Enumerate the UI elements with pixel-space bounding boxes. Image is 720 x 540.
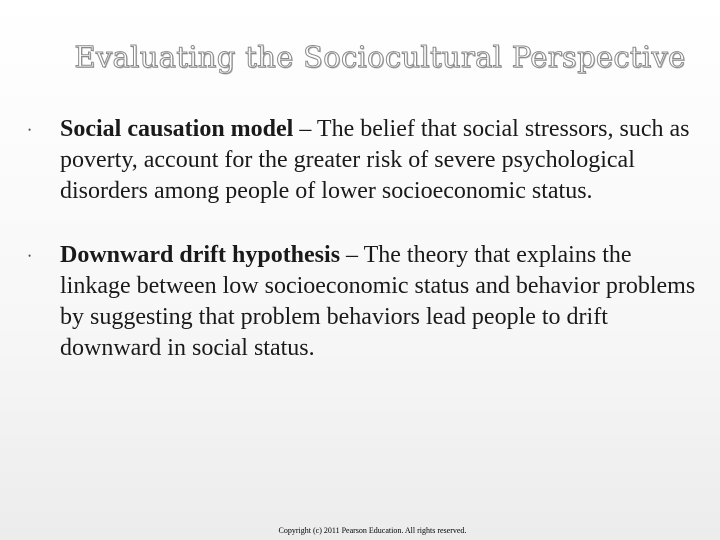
bullet-term: Downward drift hypothesis [60,241,341,268]
copyright-footer: Copyright (c) 2011 Pearson Education. All rights reserved. [278,526,467,535]
bullet-text: – The belief that social stressors, such as poverty, account for the greater risk of severe psychological disorders among people of lower socioeconomic status. [60,116,690,205]
bullet-term: Social causation model [60,116,294,142]
bullet-list [28,114,708,364]
bullet-item-downward-drift [28,240,708,365]
bullet-marker-icon: • [28,250,32,261]
bullet-item-social-causation [28,114,708,208]
bullet-marker-icon: • [28,125,32,135]
slide-title: Evaluating the Sociocultural Perspective [74,40,686,74]
bullet-text: – The theory that explains the linkage between low socioeconomic status and behavior problems by suggesting that problem behaviors lead people to drift downward in social status. [60,241,696,362]
